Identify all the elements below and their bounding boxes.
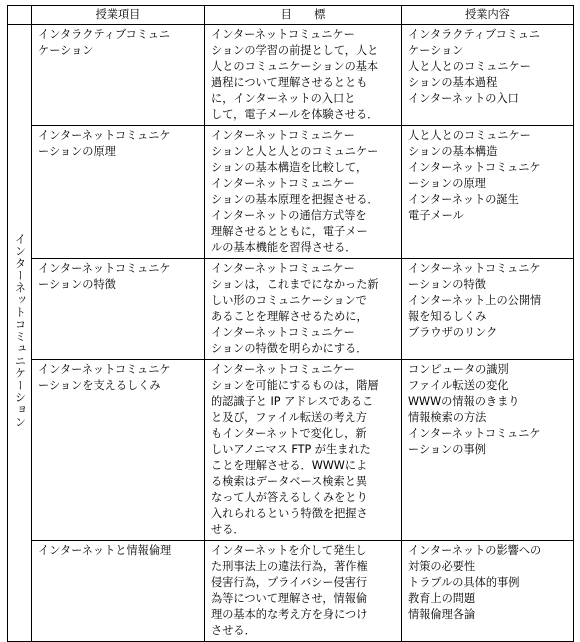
table-row bbox=[8, 126, 574, 259]
goal-line: ことを理解させる．WWWによ bbox=[211, 459, 368, 472]
goal-line: インターネットコミュニケー bbox=[211, 326, 355, 339]
goal-line: インターネットコミュニケー bbox=[211, 363, 355, 376]
table-row bbox=[8, 360, 574, 541]
goal-line: しい形のコミュニケーションで bbox=[211, 294, 367, 307]
content-line: 教育上の問題 bbox=[408, 592, 476, 605]
header-row bbox=[8, 6, 574, 25]
goal-line: ションの基本原理を把握させる． bbox=[211, 193, 379, 206]
syllabus-table bbox=[7, 5, 574, 642]
cell-goal bbox=[205, 25, 402, 126]
goal-line: あることを理解させるために， bbox=[211, 310, 368, 323]
goal-line: して，電子メールを体験させる． bbox=[211, 108, 379, 121]
goal-line: 的認識子と IP アドレスであるこ bbox=[211, 395, 374, 408]
goal-line: ションの基本構造を比較して， bbox=[211, 161, 368, 174]
goal-line: インターネットの通信方式等を bbox=[211, 209, 367, 222]
item-line: インタラクティブコミュニ bbox=[38, 28, 171, 41]
header-goal: 目 標 bbox=[205, 6, 402, 25]
content-line: ファイル転送の変化 bbox=[408, 379, 509, 392]
goal-line: 侵害行為，プライバシー侵害行 bbox=[211, 576, 368, 589]
item-line: ーションの特徴 bbox=[38, 278, 116, 291]
goal-line: しいアノニマス FTP が生まれた bbox=[211, 443, 371, 456]
content-line: 電子メール bbox=[408, 209, 464, 222]
goal-line: る検索はデータベース検索と異 bbox=[211, 475, 368, 488]
content-line: トラブルの具体的事例 bbox=[408, 576, 520, 589]
goal-line: と及び，ファイル転送の考え方 bbox=[211, 411, 367, 424]
item-line: ーションの原理 bbox=[38, 145, 116, 158]
goal-line: に，インターネットの入口と bbox=[211, 92, 356, 105]
table-row bbox=[8, 25, 574, 126]
cell-content bbox=[402, 126, 574, 259]
content-line: インターネットの影響への bbox=[408, 544, 542, 557]
goal-line: なって人が答えるしくみをとり bbox=[211, 491, 368, 504]
goal-line: インターネットを介して発生し bbox=[211, 544, 367, 557]
goal-line: せる． bbox=[211, 523, 245, 536]
goal-line: インターネットコミュニケー bbox=[211, 28, 355, 41]
item-line: インターネットと情報倫理 bbox=[38, 544, 172, 557]
content-line: コンピュータの識別 bbox=[408, 363, 509, 376]
goal-line: 理解させるとともに，電子メー bbox=[211, 225, 368, 238]
table-row bbox=[8, 259, 574, 360]
content-line: WWWの情報のきまり bbox=[408, 395, 520, 408]
goal-line: 為等について理解させ，情報倫 bbox=[211, 592, 368, 605]
goal-line: させる． bbox=[211, 624, 256, 637]
goal-line: た刑事法上の違法行為，著作権 bbox=[211, 560, 368, 573]
item-line: ーションを支えるしくみ bbox=[38, 379, 161, 392]
content-line: ケーション bbox=[408, 44, 464, 57]
content-line: ーションの原理 bbox=[408, 177, 486, 190]
goal-line: 人とのコミュニケーションの基本 bbox=[211, 60, 379, 73]
content-line: インターネットの入口 bbox=[408, 92, 519, 105]
goal-line: ションの特徴を明らかにする． bbox=[211, 342, 368, 355]
corner-cell bbox=[8, 6, 32, 25]
content-line: インターネットコミュニケ bbox=[408, 161, 541, 174]
goal-line: 過程について理解させるととも bbox=[211, 76, 368, 89]
content-line: 人と人とのコミュニケー bbox=[408, 60, 531, 73]
content-line: 対策の必要性 bbox=[408, 560, 476, 573]
table-row bbox=[8, 541, 574, 642]
content-line: 人と人とのコミュニケー bbox=[408, 129, 531, 142]
content-line: 報を知るしくみ bbox=[408, 310, 487, 323]
content-line: ブラウザのリンク bbox=[408, 326, 498, 339]
cell-goal bbox=[205, 360, 402, 541]
header-item: 授業項目 bbox=[32, 6, 205, 25]
goal-line: ションを可能にするものは，階層 bbox=[211, 379, 379, 392]
content-line: ーションの特徴 bbox=[408, 278, 486, 291]
cell-content bbox=[402, 25, 574, 126]
header-content: 授業内容 bbox=[402, 6, 574, 25]
cell-content bbox=[402, 360, 574, 541]
content-line: インタラクティブコミュニ bbox=[408, 28, 541, 41]
side-label-cell bbox=[8, 25, 32, 642]
content-line: インターネットコミュニケ bbox=[408, 262, 541, 275]
cell-goal bbox=[205, 541, 402, 642]
goal-line: 理の基本的な考え方を身につけ bbox=[211, 608, 368, 621]
cell-item bbox=[32, 360, 205, 541]
item-line: インターネットコミュニケ bbox=[38, 363, 171, 376]
goal-line: ションの学習の前提として，人と bbox=[211, 44, 379, 57]
cell-content bbox=[402, 259, 574, 360]
item-line: インターネットコミュニケ bbox=[38, 129, 171, 142]
goal-line: ションと人と人とのコミュニケー bbox=[211, 145, 379, 158]
goal-line: 入れられるという特徴を把握さ bbox=[211, 507, 368, 520]
cell-goal bbox=[205, 259, 402, 360]
cell-item bbox=[32, 126, 205, 259]
content-line: ションの基本構造 bbox=[408, 145, 498, 158]
content-line: ションの基本過程 bbox=[408, 76, 498, 89]
cell-item bbox=[32, 541, 205, 642]
cell-item bbox=[32, 259, 205, 360]
cell-content bbox=[402, 541, 574, 642]
content-line: インターネットコミュニケ bbox=[408, 427, 541, 440]
cell-item bbox=[32, 25, 205, 126]
content-line: ーションの事例 bbox=[408, 443, 486, 456]
side-label: インターネットコミュニケーション bbox=[13, 232, 27, 429]
content-line: 情報倫理各論 bbox=[408, 608, 476, 621]
goal-line: インターネットコミュニケー bbox=[211, 129, 355, 142]
content-line: 情報検索の方法 bbox=[408, 411, 487, 424]
goal-line: インターネットコミュニケー bbox=[211, 262, 355, 275]
item-line: ケーション bbox=[38, 44, 94, 57]
goal-line: インターネットコミュニケー bbox=[211, 177, 355, 190]
goal-line: もインターネットで変化し，新 bbox=[211, 427, 367, 440]
content-line: インターネット上の公開情 bbox=[408, 294, 542, 307]
cell-goal bbox=[205, 126, 402, 259]
item-line: インターネットコミュニケ bbox=[38, 262, 171, 275]
goal-line: ルの基本機能を習得させる． bbox=[211, 241, 357, 254]
content-line: インターネットの誕生 bbox=[408, 193, 519, 206]
goal-line: ションは，これまでになかった新 bbox=[211, 278, 379, 291]
